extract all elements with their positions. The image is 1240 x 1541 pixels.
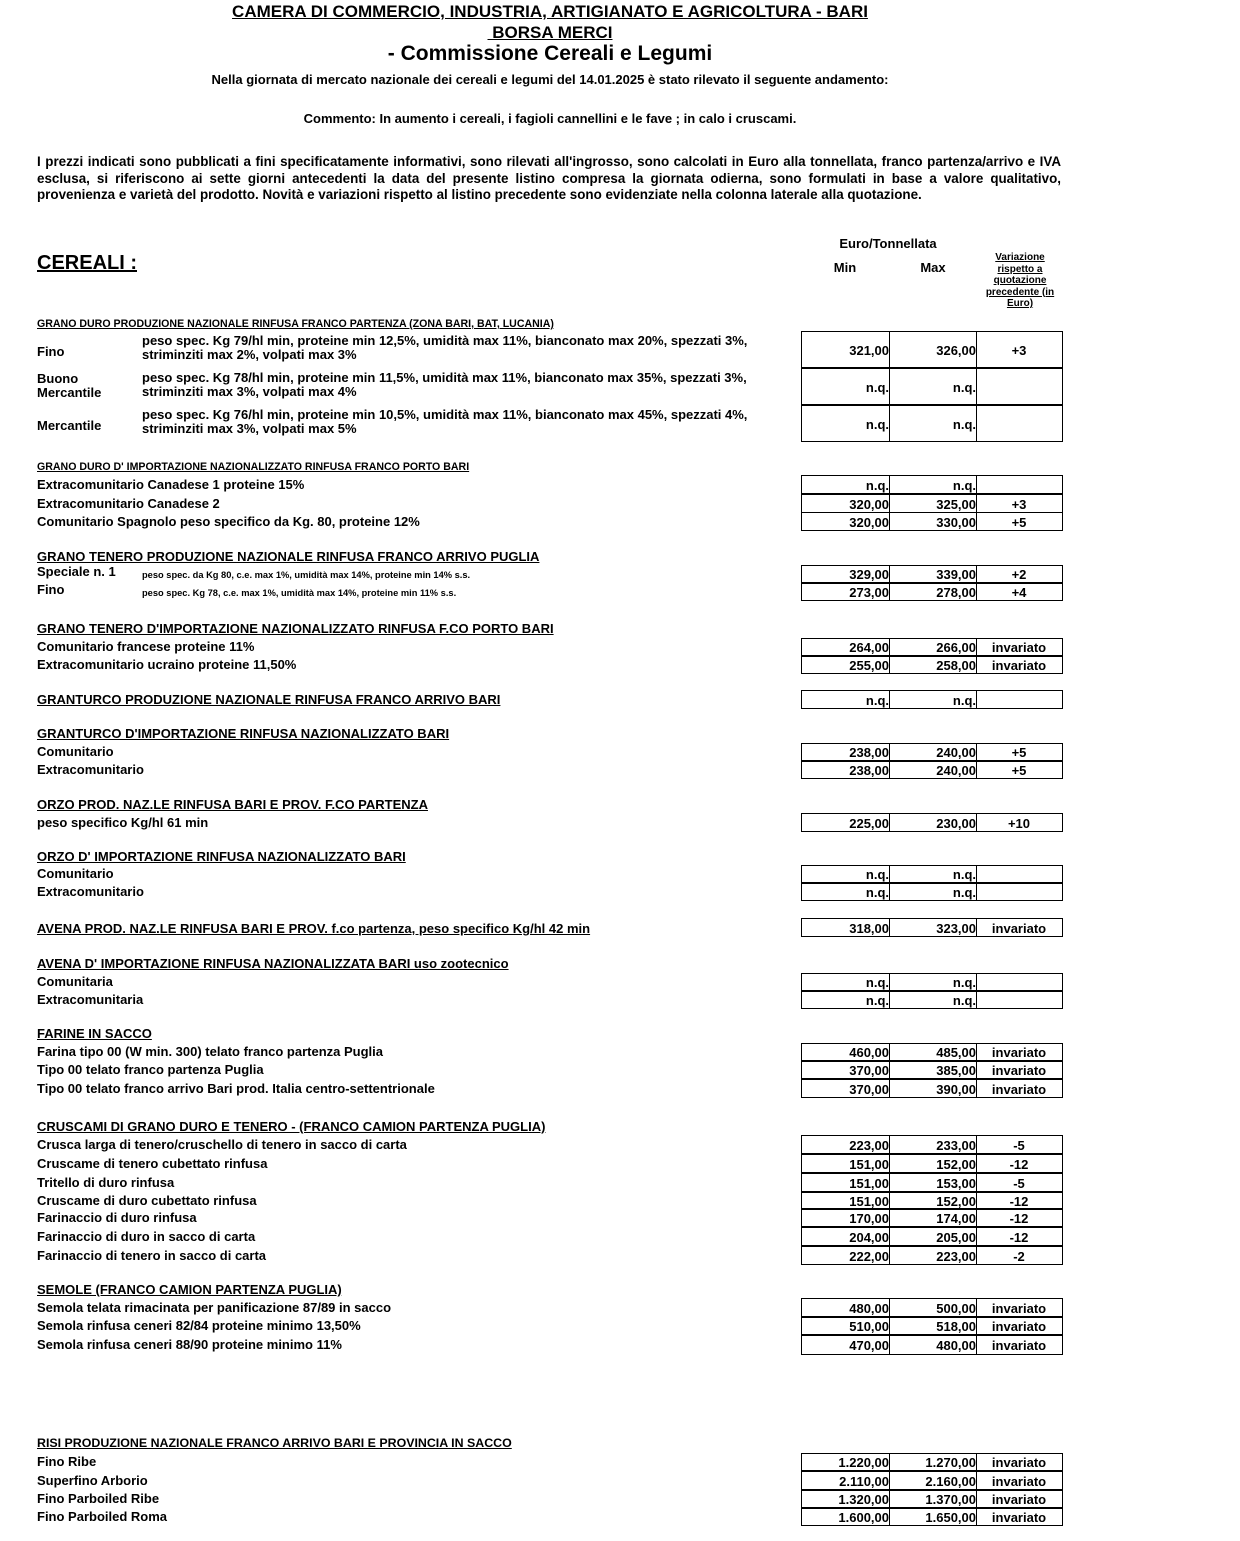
price-row bbox=[801, 1508, 1063, 1526]
min-price: n.q. bbox=[865, 477, 889, 493]
section-title: GRANTURCO D'IMPORTAZIONE RINFUSA NAZIONALIZZATO BARI bbox=[37, 726, 450, 741]
min-price: 223,00 bbox=[849, 1137, 889, 1153]
min-price: 320,00 bbox=[849, 496, 889, 512]
min-price: 321,00 bbox=[849, 342, 889, 358]
max-price: n.q. bbox=[952, 867, 976, 882]
row-label: Fino Parboiled Ribe bbox=[37, 1491, 160, 1506]
row-label: Comunitario bbox=[37, 866, 114, 881]
price-row bbox=[801, 638, 1063, 656]
section-title: GRANO DURO PRODUZIONE NAZIONALE RINFUSA FRANCO PARTENZA (ZONA BARI, BAT, LUCANIA) bbox=[37, 318, 554, 330]
row-label: Semola telata rimacinata per panificazione 87/89 in sacco bbox=[37, 1299, 392, 1315]
price-row bbox=[801, 1209, 1063, 1227]
row-description: peso spec. Kg 78/hl min, proteine min 11,5%, umidità max 11%, bianconato max 35%, spezzati 3%, striminziti max 3%, volpati max 4% bbox=[142, 370, 747, 399]
price-row bbox=[801, 405, 1063, 442]
price-variation: +5 bbox=[1011, 745, 1027, 760]
max-price: 278,00 bbox=[936, 585, 976, 600]
section-title: SEMOLE (FRANCO CAMION PARTENZA PUGLIA) bbox=[37, 1282, 342, 1297]
variation-column-header: Variazione rispetto a quotazione precedente (in Euro) bbox=[985, 252, 1055, 309]
max-price: 266,00 bbox=[936, 640, 976, 655]
max-price: 1.370,00 bbox=[925, 1492, 976, 1507]
price-row bbox=[801, 973, 1063, 991]
price-variation: -12 bbox=[1009, 1156, 1029, 1172]
max-price: 230,00 bbox=[936, 815, 976, 831]
price-variation: invariato bbox=[991, 1300, 1047, 1316]
row-label: Tipo 00 telato franco arrivo Bari prod. Italia centro-settentrionale bbox=[37, 1080, 435, 1096]
row-description: peso spec. Kg 78, c.e. max 1%, umidità max 14%, proteine min 11% s.s. bbox=[142, 588, 457, 598]
row-label: Fino bbox=[37, 582, 65, 597]
price-variation: invariato bbox=[991, 1045, 1047, 1060]
price-variation: +3 bbox=[1011, 496, 1027, 512]
price-row bbox=[801, 331, 1063, 368]
section-title: AVENA PROD. NAZ.LE RINFUSA BARI E PROV. f.co partenza, peso specifico Kg/hl 42 min bbox=[37, 921, 591, 936]
min-price: n.q. bbox=[865, 975, 889, 990]
row-description: peso spec. Kg 76/hl min, proteine min 10,5%, umidità max 11%, bianconato max 45%, spezzati 4%, striminziti max 3%, volpati max 5% bbox=[142, 407, 748, 436]
min-price: 238,00 bbox=[849, 745, 889, 760]
max-price: 480,00 bbox=[936, 1338, 976, 1353]
min-price: n.q. bbox=[865, 416, 889, 432]
min-price: 370,00 bbox=[849, 1081, 889, 1097]
row-label: Extracomunitario bbox=[37, 884, 144, 899]
section-title: RISI PRODUZIONE NAZIONALE FRANCO ARRIVO BARI E PROVINCIA IN SACCO bbox=[37, 1436, 512, 1450]
price-row bbox=[801, 991, 1063, 1009]
max-price: 325,00 bbox=[936, 496, 976, 512]
price-row bbox=[801, 761, 1063, 779]
price-variation: invariato bbox=[991, 1492, 1047, 1507]
min-price: 170,00 bbox=[849, 1211, 889, 1226]
row-label: Farinaccio di duro in sacco di carta bbox=[37, 1228, 256, 1244]
price-variation: +5 bbox=[1011, 514, 1027, 530]
max-column-header: Max bbox=[920, 260, 946, 275]
row-label: Comunitaria bbox=[37, 974, 113, 989]
price-variation: invariato bbox=[991, 1081, 1047, 1097]
min-price: 370,00 bbox=[849, 1063, 889, 1078]
price-row bbox=[801, 1227, 1063, 1246]
max-price: 223,00 bbox=[936, 1248, 976, 1264]
price-row bbox=[801, 565, 1063, 583]
price-row bbox=[801, 512, 1063, 531]
min-price: 204,00 bbox=[849, 1229, 889, 1245]
price-row bbox=[801, 656, 1063, 674]
max-price: n.q. bbox=[952, 692, 976, 708]
max-price: 500,00 bbox=[936, 1300, 976, 1316]
price-row bbox=[801, 1453, 1063, 1471]
header-commission: - Commissione Cereali e Legumi bbox=[387, 42, 713, 65]
unit-header: Euro/Tonnellata bbox=[839, 236, 937, 251]
max-price: n.q. bbox=[952, 993, 976, 1008]
min-price: n.q. bbox=[865, 993, 889, 1008]
min-price: 222,00 bbox=[849, 1248, 889, 1264]
price-row bbox=[801, 1471, 1063, 1490]
row-label: Mercantile bbox=[37, 417, 102, 433]
price-row bbox=[801, 1298, 1063, 1317]
price-variation: +3 bbox=[1011, 342, 1027, 358]
section-title: ORZO D' IMPORTAZIONE RINFUSA NAZIONALIZZATO BARI bbox=[37, 849, 406, 864]
price-disclaimer: I prezzi indicati sono pubblicati a fini specificatamente informativi, sono rilevati all'ingrosso, sono calcolati in Euro alla tonnellata, franco partenza/arrivo e IVA esclusa, si riferiscono ai sette giorni antecedenti la data del presente listino compresa la giornata odierna, sono formulati in base a valore qualitativo, provenienza e varietà del prodotto. Novità e variazioni rispetto al listino precedente sono evidenziate nella colonna laterale alla quotazione. bbox=[37, 154, 1061, 202]
min-price: 2.110,00 bbox=[839, 1473, 889, 1489]
max-price: 485,00 bbox=[936, 1045, 976, 1060]
price-variation: invariato bbox=[991, 640, 1047, 655]
row-label: Farina tipo 00 (W min. 300) telato franco partenza Puglia bbox=[37, 1044, 384, 1059]
price-row bbox=[801, 883, 1063, 901]
min-price: 151,00 bbox=[849, 1193, 889, 1209]
row-label: Extracomunitario Canadese 1 proteine 15% bbox=[37, 476, 305, 492]
price-variation: invariato bbox=[991, 658, 1047, 673]
section-title: GRANO TENERO PRODUZIONE NAZIONALE RINFUSA FRANCO ARRIVO PUGLIA bbox=[37, 549, 540, 564]
max-price: 390,00 bbox=[936, 1081, 976, 1097]
max-price: 330,00 bbox=[936, 514, 976, 530]
row-label: Speciale n. 1 bbox=[37, 564, 116, 579]
max-price: 240,00 bbox=[936, 763, 976, 778]
row-label: Extracomunitaria bbox=[37, 992, 144, 1007]
section-title: GRANO TENERO D'IMPORTAZIONE NAZIONALIZZATO RINFUSA F.CO PORTO BARI bbox=[37, 621, 554, 636]
row-label: Extracomunitario ucraino proteine 11,50% bbox=[37, 657, 297, 672]
price-variation: invariato bbox=[991, 920, 1047, 936]
row-label: Semola rinfusa ceneri 82/84 proteine minimo 13,50% bbox=[37, 1318, 361, 1333]
min-price: 480,00 bbox=[849, 1300, 889, 1316]
price-row bbox=[801, 1135, 1063, 1154]
price-variation: invariato bbox=[991, 1510, 1047, 1525]
header-borsa-merci: BORSA MERCI bbox=[487, 23, 613, 42]
max-price: 326,00 bbox=[936, 342, 976, 358]
price-row bbox=[801, 813, 1063, 832]
section-title: CRUSCAMI DI GRANO DURO E TENERO - (FRANCO CAMION PARTENZA PUGLIA) bbox=[37, 1119, 546, 1134]
min-price: 1.220,00 bbox=[838, 1455, 889, 1470]
row-description: peso spec. Kg 79/hl min, proteine min 12,5%, umidità max 11%, bianconato max 20%, spezzati 3%, striminziti max 2%, volpati max 3% bbox=[142, 333, 748, 362]
price-row bbox=[801, 690, 1063, 709]
max-price: 385,00 bbox=[936, 1063, 976, 1078]
row-label: Extracomunitario bbox=[37, 762, 144, 777]
price-variation: +5 bbox=[1011, 763, 1027, 778]
price-row bbox=[801, 865, 1063, 883]
price-row bbox=[801, 918, 1063, 937]
row-description: peso spec. da Kg 80, c.e. max 1%, umidità max 14%, proteine min 14% s.s. bbox=[142, 570, 471, 580]
section-title: GRANTURCO PRODUZIONE NAZIONALE RINFUSA FRANCO ARRIVO BARI bbox=[37, 692, 501, 707]
max-price: 174,00 bbox=[936, 1211, 976, 1226]
max-price: 233,00 bbox=[936, 1137, 976, 1153]
max-price: n.q. bbox=[952, 416, 976, 432]
min-price: 1.600,00 bbox=[838, 1510, 889, 1525]
max-price: n.q. bbox=[952, 379, 976, 395]
max-price: 518,00 bbox=[936, 1319, 976, 1334]
max-price: 323,00 bbox=[936, 920, 976, 936]
price-variation: +2 bbox=[1011, 567, 1027, 582]
min-price: 264,00 bbox=[849, 640, 889, 655]
price-variation: invariato bbox=[991, 1473, 1047, 1489]
max-price: 258,00 bbox=[936, 658, 976, 673]
min-price: 273,00 bbox=[849, 585, 889, 600]
price-variation: invariato bbox=[991, 1319, 1047, 1334]
price-row bbox=[801, 743, 1063, 761]
price-row bbox=[801, 583, 1063, 601]
row-label: Cruscame di duro cubettato rinfusa bbox=[37, 1192, 257, 1208]
max-price: 152,00 bbox=[936, 1156, 976, 1172]
price-variation: +10 bbox=[1007, 815, 1031, 831]
section-title: AVENA D' IMPORTAZIONE RINFUSA NAZIONALIZZATA BARI uso zootecnico bbox=[37, 956, 509, 971]
row-label: Fino Ribe bbox=[37, 1454, 97, 1469]
row-label: Comunitario Spagnolo peso specifico da Kg. 80, proteine 12% bbox=[37, 513, 420, 529]
row-label: Comunitario francese proteine 11% bbox=[37, 639, 255, 654]
row-label: Fino Parboiled Roma bbox=[37, 1509, 168, 1524]
row-label: Buono Mercantile bbox=[37, 371, 102, 400]
max-price: 339,00 bbox=[936, 567, 976, 582]
min-price: 151,00 bbox=[849, 1156, 889, 1172]
section-title: ORZO PROD. NAZ.LE RINFUSA BARI E PROV. F.CO PARTENZA bbox=[37, 797, 428, 812]
min-price: 318,00 bbox=[849, 920, 889, 936]
max-price: n.q. bbox=[952, 975, 976, 990]
max-price: 1.270,00 bbox=[925, 1455, 976, 1470]
row-label: Farinaccio di duro rinfusa bbox=[37, 1210, 197, 1225]
min-price: 510,00 bbox=[849, 1319, 889, 1334]
row-label: Crusca larga di tenero/cruschello di tenero in sacco di carta bbox=[37, 1136, 407, 1152]
min-price: 320,00 bbox=[849, 514, 889, 530]
price-variation: -12 bbox=[1009, 1229, 1029, 1245]
min-price: 1.320,00 bbox=[838, 1492, 889, 1507]
max-price: 152,00 bbox=[936, 1193, 976, 1209]
price-row bbox=[801, 1192, 1063, 1209]
min-price: 255,00 bbox=[849, 658, 889, 673]
price-row bbox=[801, 368, 1063, 405]
row-label: Tipo 00 telato franco partenza Puglia bbox=[37, 1062, 264, 1077]
price-variation: -12 bbox=[1009, 1193, 1029, 1209]
min-price: 460,00 bbox=[849, 1045, 889, 1060]
section-title: FARINE IN SACCO bbox=[37, 1026, 152, 1041]
max-price: 240,00 bbox=[936, 745, 976, 760]
price-row bbox=[801, 1061, 1063, 1079]
max-price: n.q. bbox=[952, 477, 976, 493]
min-price: 225,00 bbox=[849, 815, 889, 831]
price-row bbox=[801, 1246, 1063, 1265]
row-label: peso specifico Kg/hl 61 min bbox=[37, 814, 209, 830]
row-label: Farinaccio di tenero in sacco di carta bbox=[37, 1247, 267, 1263]
price-variation: -5 bbox=[1013, 1175, 1025, 1191]
price-row bbox=[801, 494, 1063, 513]
min-price: 238,00 bbox=[849, 763, 889, 778]
price-variation: invariato bbox=[991, 1455, 1047, 1470]
min-price: 470,00 bbox=[849, 1338, 889, 1353]
section-title: GRANO DURO D' IMPORTAZIONE NAZIONALIZZATO RINFUSA FRANCO PORTO BARI bbox=[37, 461, 470, 473]
market-comment: Commento: In aumento i cereali, i fagioli cannellini e le fave ; in calo i cruscami. bbox=[303, 111, 797, 126]
max-price: 1.650,00 bbox=[925, 1510, 976, 1525]
price-row bbox=[801, 1154, 1063, 1173]
row-label: Extracomunitario Canadese 2 bbox=[37, 495, 220, 511]
row-label: Fino bbox=[37, 343, 65, 359]
min-price: 151,00 bbox=[849, 1175, 889, 1191]
max-price: 205,00 bbox=[936, 1229, 976, 1245]
price-variation: +4 bbox=[1011, 585, 1027, 600]
min-column-header: Min bbox=[833, 260, 857, 275]
max-price: 153,00 bbox=[936, 1175, 976, 1191]
row-label: Cruscame di tenero cubettato rinfusa bbox=[37, 1155, 268, 1171]
price-variation: invariato bbox=[991, 1338, 1047, 1353]
row-label: Semola rinfusa ceneri 88/90 proteine minimo 11% bbox=[37, 1337, 342, 1352]
price-variation: invariato bbox=[991, 1063, 1047, 1078]
max-price: 2.160,00 bbox=[925, 1473, 976, 1489]
price-row bbox=[801, 1335, 1063, 1355]
max-price: n.q. bbox=[952, 885, 976, 900]
min-price: n.q. bbox=[865, 692, 889, 708]
row-label: Superfino Arborio bbox=[37, 1472, 148, 1488]
min-price: n.q. bbox=[865, 885, 889, 900]
price-row bbox=[801, 1173, 1063, 1192]
header-chamber-title: CAMERA DI COMMERCIO, INDUSTRIA, ARTIGIANATO E AGRICOLTURA - BARI bbox=[232, 2, 868, 21]
price-variation: -2 bbox=[1013, 1248, 1025, 1264]
price-row bbox=[801, 1490, 1063, 1508]
min-price: n.q. bbox=[865, 379, 889, 395]
row-label: Comunitario bbox=[37, 744, 114, 759]
price-row bbox=[801, 1079, 1063, 1098]
price-row bbox=[801, 1317, 1063, 1335]
min-price: 329,00 bbox=[849, 567, 889, 582]
market-intro: Nella giornata di mercato nazionale dei cereali e legumi del 14.01.2025 è stato rilevato il seguente andamento: bbox=[211, 72, 889, 87]
row-label: Tritello di duro rinfusa bbox=[37, 1174, 175, 1190]
min-price: n.q. bbox=[865, 867, 889, 882]
price-row bbox=[801, 475, 1063, 494]
price-variation: -12 bbox=[1009, 1211, 1029, 1226]
price-variation: -5 bbox=[1013, 1137, 1025, 1153]
price-row bbox=[801, 1043, 1063, 1061]
cereali-heading: CEREALI : bbox=[37, 252, 137, 274]
